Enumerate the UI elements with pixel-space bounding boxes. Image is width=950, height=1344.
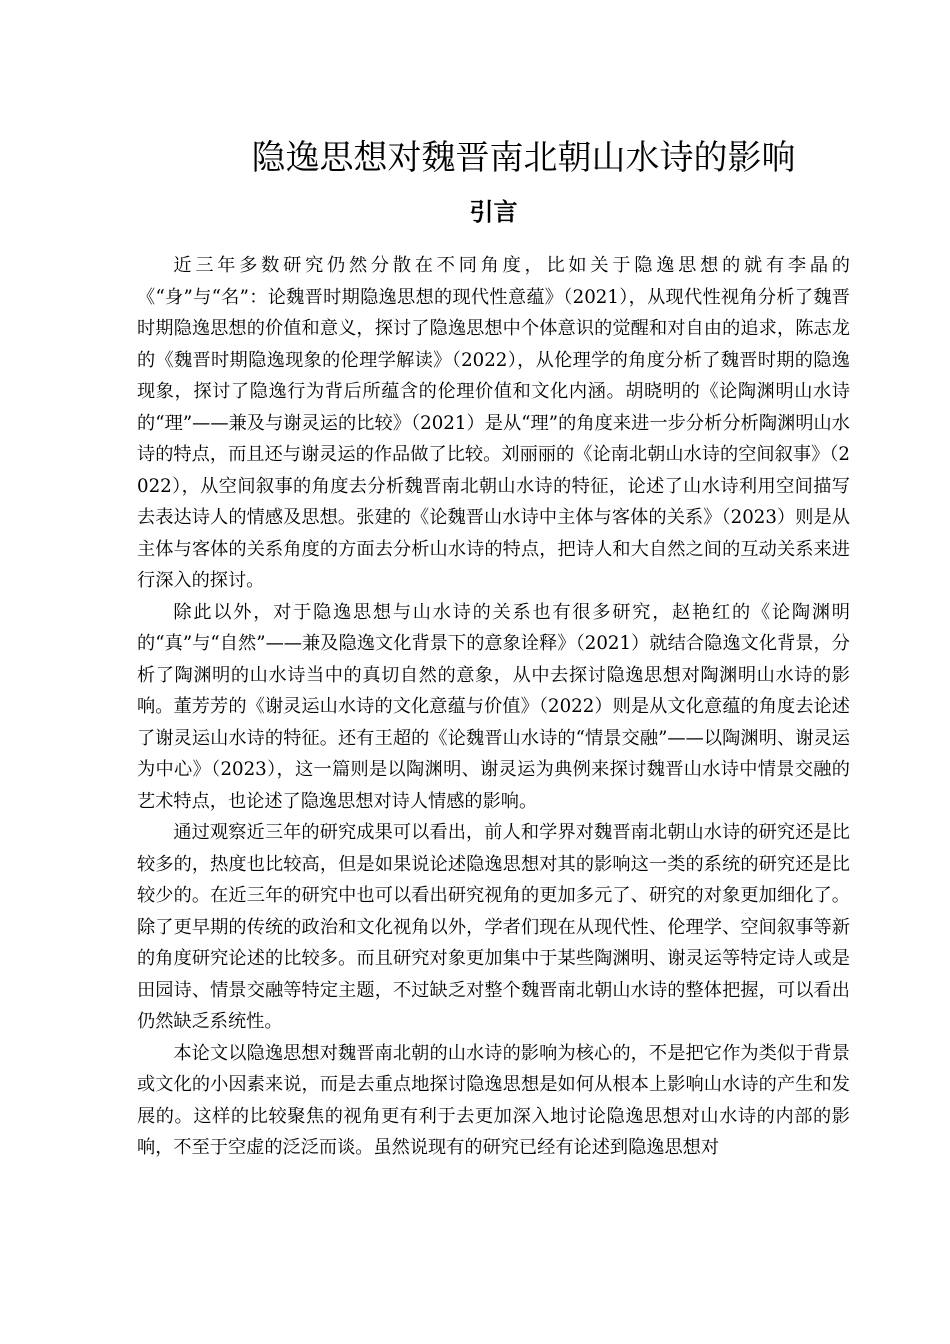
document-body — [137, 250, 850, 1164]
section-heading: 引言 — [469, 198, 518, 226]
paragraph: 本论文以隐逸思想对魏晋南北朝的山水诗的影响为核心的，不是把它作为类似于背景或文化的小因素来说，而是去重点地探讨隐逸思想是如何从根本上影响山水诗的产生和发展的。这样的比较聚焦的视角更有利于去更加深入地讨论隐逸思想对山水诗的内部的影响，不至于空虚的泛泛而谈。虽然说现有的研究已经有论述到隐逸思想对 — [137, 1042, 850, 1158]
document-title: 隐逸思想对魏晋南北朝山水诗的影响 — [251, 137, 796, 178]
paragraph: 通过观察近三年的研究成果可以看出，前人和学界对魏晋南北朝山水诗的研究还是比较多的，热度也比较高，但是如果说论述隐逸思想对其的影响这一类的系统的研究还是比较少的。在近三年的研究中也可以看出研究视角的更加多元了、研究的对象更加细化了。除了更早期的传统的政治和文化视角以外，学者们现在从现代性、伦理学、空间叙事等新的角度研究论述的比较多。而且研究对象更加集中于某些陶渊明、谢灵运等特定诗人或是田园诗、情景交融等特定主题，不过缺乏对整个魏晋南北朝山水诗的整体把握，可以看出仍然缺乏系统性。 — [137, 822, 850, 1032]
paragraph: 除此以外，对于隐逸思想与山水诗的关系也有很多研究，赵艳红的《论陶渊明的“真”与“自然”——兼及隐逸文化背景下的意象诠释》（2021）就结合隐逸文化背景，分析了陶渊明的山水诗当中的真切自然的意象，从中去探讨隐逸思想对陶渊明山水诗的影响。董芳芳的《谢灵运山水诗的文化意蕴与价值》（2022）则是从文化意蕴的角度去论述了谢灵运山水诗的特征。还有王超的《论魏晋山水诗的“情景交融”——以陶渊明、谢灵运为中心》（2023），这一篇则是以陶渊明、谢灵运为典例来探讨魏晋山水诗中情景交融的艺术特点，也论述了隐逸思想对诗人情感的影响。 — [137, 601, 850, 812]
paragraph: 近三年多数研究仍然分散在不同角度，比如关于隐逸思想的就有李晶的《“身”与“名”：论魏晋时期隐逸思想的现代性意蕴》（2021），从现代性视角分析了魏晋时期隐逸思想的价值和意义，探讨了隐逸思想中个体意识的觉醒和对自由的追求，陈志龙的《魏晋时期隐逸现象的伦理学解读》（2022），从伦理学的角度分析了魏晋时期的隐逸现象，探讨了隐逸行为背后所蕴含的伦理价值和文化内涵。胡晓明的《论陶渊明山水诗的“理”——兼及与谢灵运的比较》（2021）是从“理”的角度来进一步分析分析陶渊明山水诗的特点，而且还与谢灵运的作品做了比较。刘丽丽的《论南北朝山水诗的空间叙事》（2022），从空间叙事的角度去分析魏晋南北朝山水诗的特征，论述了山水诗利用空间描写去表达诗人的情感及思想。张建的《论魏晋山水诗中主体与客体的关系》（2023）则是从主体与客体的关系角度的方面去分析山水诗的特点，把诗人和大自然之间的互动关系来进行深入的探讨。 — [137, 255, 850, 591]
